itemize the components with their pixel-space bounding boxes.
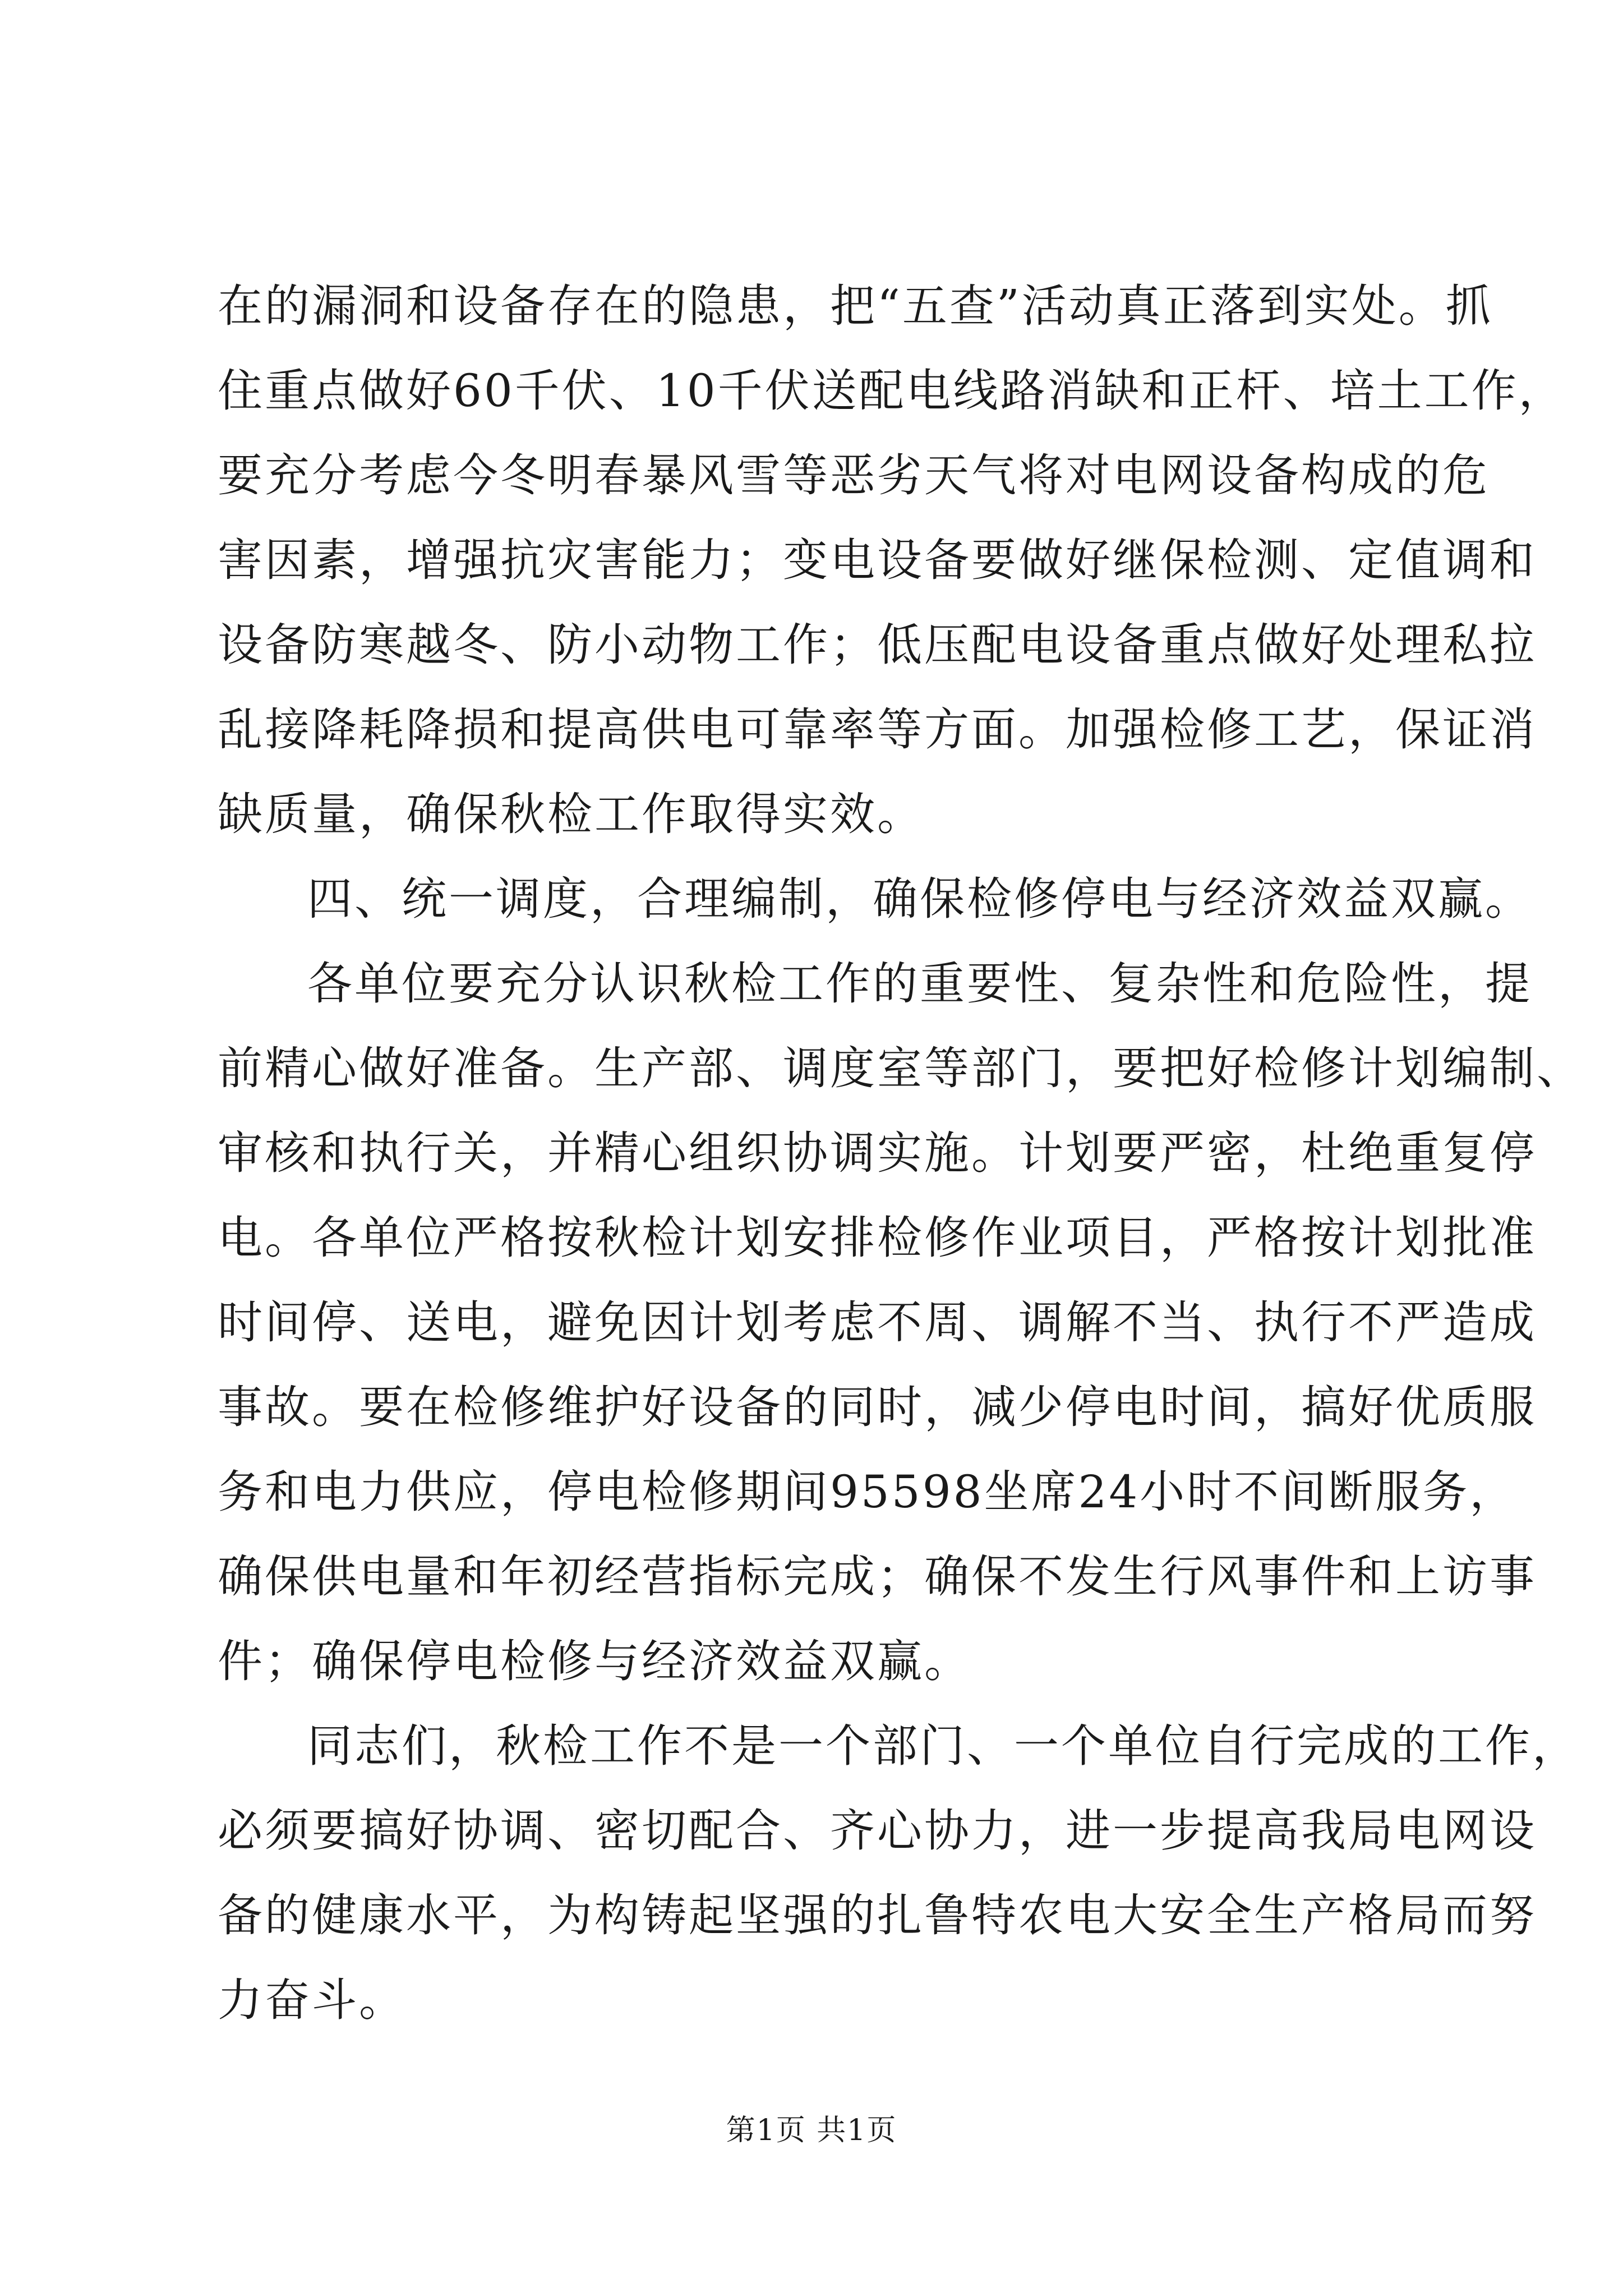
document-line: 确保供电量和年初经营指标完成；确保不发生行风事件和上访事 bbox=[218, 1550, 1537, 1603]
document-line: 电。各单位严格按秋检计划安排检修作业项目，严格按计划批准 bbox=[218, 1212, 1537, 1264]
document-line: 四、统一调度，合理编制，确保检修停电与经济效益双赢。 bbox=[307, 873, 1532, 925]
page-footer: 第1页 共1页 bbox=[726, 2114, 897, 2147]
document-line: 要充分考虑今冬明春暴风雪等恶劣天气将对电网设备构成的危 bbox=[218, 449, 1490, 501]
document-line: 缺质量，确保秋检工作取得实效。 bbox=[218, 788, 924, 840]
document-line: 住重点做好60千伏、10千伏送配电线路消缺和正杆、培土工作， bbox=[218, 365, 1566, 417]
document-line: 力奋斗。 bbox=[218, 1974, 406, 2026]
document-line: 审核和执行关，并精心组织协调实施。计划要严密，杜绝重复停 bbox=[218, 1127, 1537, 1179]
document-line: 件；确保停电检修与经济效益双赢。 bbox=[218, 1635, 971, 1687]
document-line: 设备防寒越冬、防小动物工作；低压配电设备重点做好处理私拉 bbox=[218, 619, 1537, 671]
document-line: 前精心做好准备。生产部、调度室等部门，要把好检修计划编制、 bbox=[218, 1042, 1584, 1094]
document-line: 在的漏洞和设备存在的隐患，把“五查”活动真正落到实处。抓 bbox=[218, 280, 1493, 332]
document-line: 同志们，秋检工作不是一个部门、一个单位自行完成的工作， bbox=[307, 1720, 1579, 1772]
document-line: 各单位要充分认识秋检工作的重要性、复杂性和危险性，提 bbox=[307, 958, 1532, 1010]
document-line: 时间停、送电，避免因计划考虑不周、调解不当、执行不严造成 bbox=[218, 1296, 1537, 1349]
document-line: 乱接降耗降损和提高供电可靠率等方面。加强检修工艺，保证消 bbox=[218, 703, 1537, 756]
document-line: 备的健康水平，为构铸起坚强的扎鲁特农电大安全生产格局而努 bbox=[218, 1889, 1537, 1941]
document-line: 害因素，增强抗灾害能力；变电设备要做好继保检测、定值调和 bbox=[218, 534, 1537, 586]
document-line: 事故。要在检修维护好设备的同时，减少停电时间，搞好优质服 bbox=[218, 1381, 1537, 1433]
document-body bbox=[218, 264, 1584, 2042]
document-line: 必须要搞好协调、密切配合、齐心协力，进一步提高我局电网设 bbox=[218, 1805, 1537, 1857]
document-line: 务和电力供应，停电检修期间95598坐席24小时不间断服务， bbox=[218, 1466, 1517, 1518]
